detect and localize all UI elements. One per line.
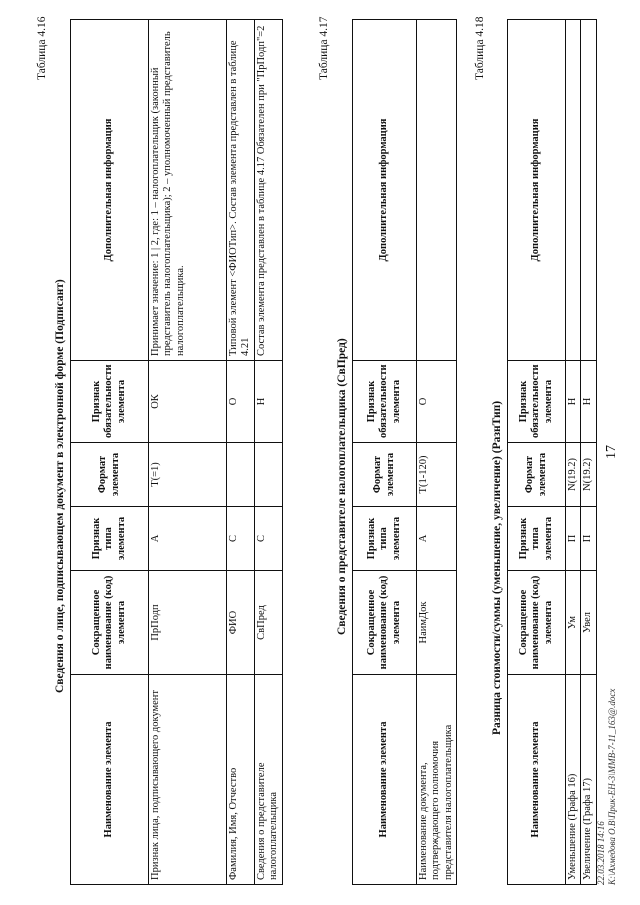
cell-required: Н (255, 361, 283, 443)
cell-format: N(19.2) (566, 443, 581, 507)
header-element-name: Наименование элемента (71, 675, 149, 885)
cell-format: N(19.2) (581, 443, 596, 507)
table-row (417, 20, 457, 885)
cell-format: T(=1) (149, 443, 227, 507)
cell-format (227, 443, 255, 507)
table-4-17 (352, 19, 457, 885)
table-row (255, 20, 283, 885)
cell-required: Н (566, 361, 581, 443)
header-element-name: Наименование элемента (508, 675, 566, 885)
header-info: Дополнительная информация (71, 20, 149, 361)
cell-code: НаимДок (417, 571, 457, 675)
table-row (581, 20, 596, 885)
header-required: Признак обязательности элемента (508, 361, 566, 443)
table-title-4-18: Разница стоимости/суммы (уменьшение, увеличение) (РазнТип) (491, 400, 503, 735)
header-type: Признак типа элемента (353, 507, 417, 571)
cell-type: А (149, 507, 227, 571)
header-required: Признак обязательности элемента (71, 361, 149, 443)
cell-name: Уменьшение (Графа 16) (566, 675, 581, 885)
header-format: Формат элемента (508, 443, 566, 507)
cell-code: ФИО (227, 571, 255, 675)
table-caption-4-18: Таблица 4.18 (474, 16, 486, 80)
table-title-4-16: Сведения о лице, подписывающем документ в электронной форме (Подписант) (54, 279, 66, 693)
document-footer (596, 689, 618, 885)
cell-code: СвПред (255, 571, 283, 675)
cell-info (581, 20, 596, 361)
header-short-name: Сокращенное наименование (код) элемента (508, 571, 566, 675)
table-row (227, 20, 255, 885)
cell-format: T(1-120) (417, 443, 457, 507)
table-caption-4-16: Таблица 4.16 (36, 16, 48, 80)
cell-type: С (227, 507, 255, 571)
cell-type: П (566, 507, 581, 571)
cell-name: Увеличение (Графа 17) (581, 675, 596, 885)
cell-required: О (227, 361, 255, 443)
cell-info: Типовой элемент <ФИОТип>. Состав элемента представлен в таблице 4.21 (227, 20, 255, 361)
header-type: Признак типа элемента (71, 507, 149, 571)
cell-code: Увел (581, 571, 596, 675)
cell-type: П (581, 507, 596, 571)
cell-info (566, 20, 581, 361)
cell-code: Ум (566, 571, 581, 675)
header-short-name: Сокращенное наименование (код) элемента (353, 571, 417, 675)
table-4-16 (70, 19, 283, 885)
header-type: Признак типа элемента (508, 507, 566, 571)
header-info: Дополнительная информация (353, 20, 417, 361)
cell-required: ОК (149, 361, 227, 443)
footer-date: 22.03.2018 14:16 (596, 821, 606, 885)
footer-path: К:\Ахмедова О.В\Прик-ЕН-3\ММВ-7-11_163@.docx (606, 688, 617, 885)
header-info: Дополнительная информация (508, 20, 566, 361)
table-row (149, 20, 227, 885)
page-number: 17 (604, 445, 619, 459)
table-title-4-17: Сведения о представителе налогоплательщика (СвПред) (336, 338, 348, 635)
cell-format (255, 443, 283, 507)
header-required: Признак обязательности элемента (353, 361, 417, 443)
header-format: Формат элемента (71, 443, 149, 507)
cell-name: Признак лица, подписывающего документ (149, 675, 227, 885)
cell-info: Состав элемента представлен в таблице 4.17 Обязателен при "ПрПодп"=2 (255, 20, 283, 361)
table-row (566, 20, 581, 885)
cell-code: ПрПодп (149, 571, 227, 675)
header-short-name: Сокращенное наименование (код) элемента (71, 571, 149, 675)
cell-info: Принимает значение: 1 | 2, где: 1 – налогоплательщик (законный представитель налогоплательщика); 2 – уполномоченный представитель налогоплательщика. (149, 20, 227, 361)
header-element-name: Наименование элемента (353, 675, 417, 885)
table-caption-4-17: Таблица 4.17 (318, 16, 330, 80)
cell-required: Н (581, 361, 596, 443)
cell-name: Наименование документа, подтверждающего полномочия представителя налогоплательщика (417, 675, 457, 885)
table-4-18 (507, 19, 597, 885)
cell-name: Сведения о представителе налогоплательщика (255, 675, 283, 885)
cell-type: А (417, 507, 457, 571)
header-format: Формат элемента (353, 443, 417, 507)
cell-name: Фамилия, Имя, Отчество (227, 675, 255, 885)
cell-type: С (255, 507, 283, 571)
cell-required: О (417, 361, 457, 443)
cell-info (417, 20, 457, 361)
